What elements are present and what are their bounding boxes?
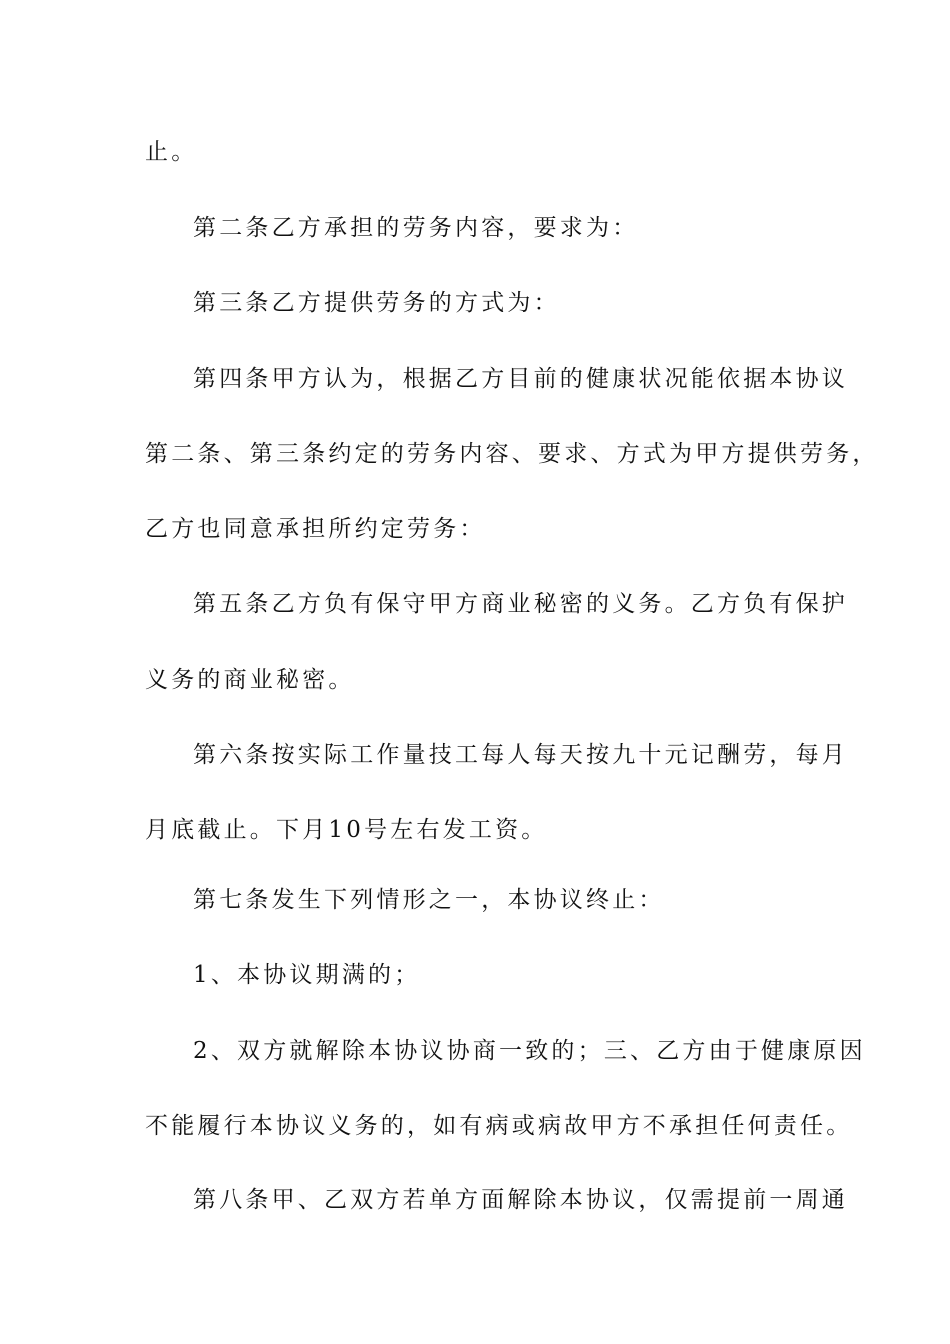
paragraph-line: 止。 bbox=[145, 139, 198, 165]
paragraph-line: 第三条乙方提供劳务的方式为： bbox=[193, 290, 560, 316]
paragraph-line: 第二条、第三条约定的劳务内容、要求、方式为甲方提供劳务， bbox=[145, 441, 879, 467]
paragraph-line: 第七条发生下列情形之一，本协议终止： bbox=[193, 887, 665, 913]
paragraph-line: 第二条乙方承担的劳务内容，要求为： bbox=[193, 215, 639, 241]
paragraph-line: 2、双方就解除本协议协商一致的；三、乙方由于健康原因 bbox=[193, 1038, 866, 1064]
paragraph-line: 第六条按实际工作量技工每人每天按九十元记酬劳，每月 bbox=[193, 742, 848, 768]
paragraph-line: 第八条甲、乙双方若单方面解除本协议，仅需提前一周通 bbox=[193, 1187, 848, 1213]
paragraph-line: 不能履行本协议义务的，如有病或病故甲方不承担任何责任。 bbox=[145, 1113, 853, 1139]
paragraph-line: 月底截止。下月10号左右发工资。 bbox=[145, 817, 548, 843]
paragraph-line: 第五条乙方负有保守甲方商业秘密的义务。乙方负有保护 bbox=[193, 591, 848, 617]
paragraph-line: 乙方也同意承担所约定劳务： bbox=[145, 516, 486, 542]
paragraph-line: 1、本协议期满的； bbox=[193, 962, 421, 988]
paragraph-line: 义务的商业秘密。 bbox=[145, 667, 355, 693]
paragraph-line: 第四条甲方认为，根据乙方目前的健康状况能依据本协议 bbox=[193, 366, 848, 392]
